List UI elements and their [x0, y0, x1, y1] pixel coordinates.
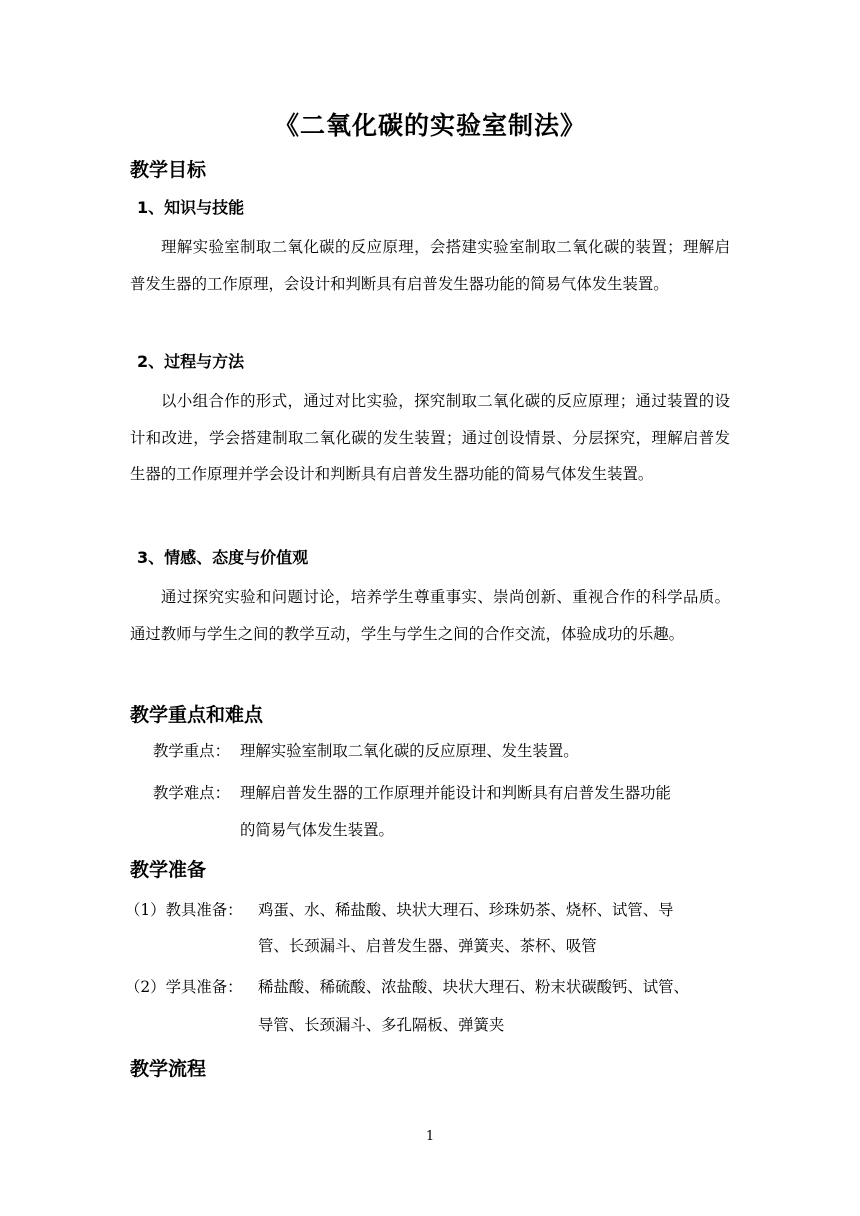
student-prep-line1: 稀盐酸、稀硫酸、浓盐酸、块状大理石、粉末状碳酸钙、试管、 — [258, 978, 689, 996]
paragraph-knowledge-skills: 理解实验室制取二氧化碳的反应原理，会搭建实验室制取二氧化碳的装置；理解启普发生器的工作原理，会设计和判断具有启普发生器功能的简易气体发生装置。 — [130, 238, 730, 293]
teacher-prep-line2: 管、长颈漏斗、启普发生器、弹簧夹、茶杯、吸管 — [258, 937, 597, 955]
document-title: 《二氧化碳的实验室制法》 — [273, 111, 586, 140]
paragraph-process-methods: 以小组合作的形式，通过对比实验，探究制取二氧化碳的反应原理；通过装置的设计和改进，学会搭建制取二氧化碳的发生装置；通过创设情景、分层探究，理解启普发生器的工作原理并学会设计和判断具有启普发生器功能的简易气体发生装置。 — [130, 392, 730, 483]
student-prep-label: （2）学具准备： — [125, 978, 243, 996]
student-prep-line2: 导管、长颈漏斗、多孔隔板、弹簧夹 — [258, 1016, 505, 1034]
paragraph-emotion-values: 通过探究实验和问题讨论，培养学生尊重事实、崇尚创新、重视合作的科学品质。通过教师与学生之间的教学互动，学生与学生之间的合作交流，体验成功的乐趣。 — [130, 588, 730, 643]
subheading-process-methods: 2、过程与方法 — [137, 352, 245, 371]
heading-key-points: 教学重点和难点 — [130, 704, 264, 726]
subheading-emotion-values: 3、情感、态度与价值观 — [137, 548, 309, 567]
heading-teaching-prep: 教学准备 — [130, 859, 207, 881]
focus-label: 教学重点： — [153, 742, 230, 760]
heading-teaching-goals: 教学目标 — [130, 159, 207, 181]
teacher-prep-line1: 鸡蛋、水、稀盐酸、块状大理石、珍珠奶茶、烧杯、试管、导 — [258, 901, 674, 919]
difficulty-label: 教学难点： — [153, 784, 230, 802]
heading-teaching-flow: 教学流程 — [130, 1058, 207, 1080]
teacher-prep-label: （1）教具准备： — [125, 901, 243, 919]
focus-text: 理解实验室制取二氧化碳的反应原理、发生装置。 — [240, 742, 579, 760]
page-number: 1 — [425, 1129, 435, 1144]
difficulty-text-line2: 的简易气体发生装置。 — [240, 821, 394, 839]
difficulty-text-line1: 理解启普发生器的工作原理并能设计和判断具有启普发生器功能 — [240, 784, 671, 802]
subheading-knowledge-skills: 1、知识与技能 — [137, 198, 245, 217]
